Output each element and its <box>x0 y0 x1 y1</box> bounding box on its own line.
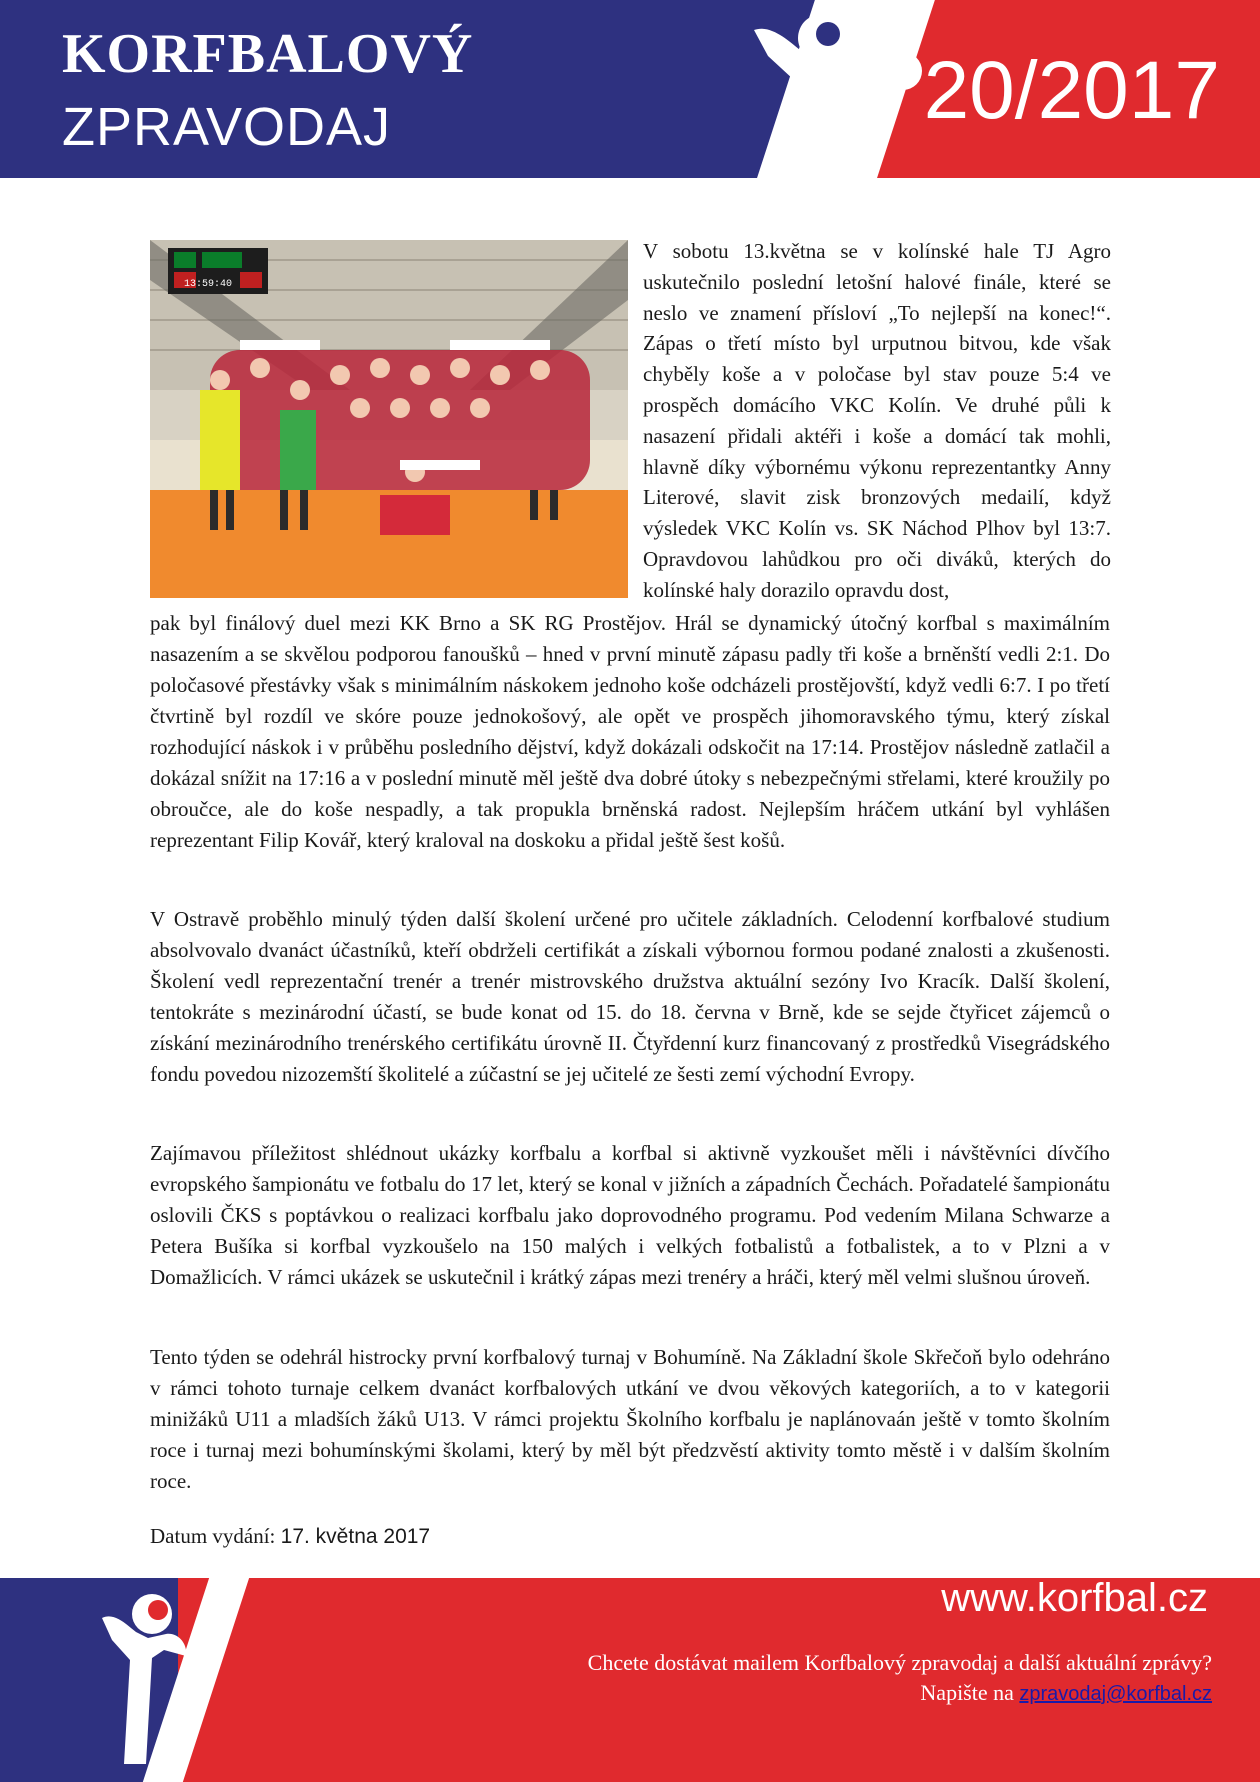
article-paragraph-1: pak byl finálový duel mezi KK Brno a SK RG Prostějov. Hrál se dynamický útočný korfbal s maximálním nasazením a se skvělou podporou fanoušků – hned v první minutě zápasu padly tři koše a brněnští vedli 2:1. Do poločasové přestávky však s minimálním náskokem jednoho koše odcházeli prostějovští, když vedli 6:7. I po třetí čtvrtině byl rozdíl ve skóre pouze jednokošový, ale opět ve prospěch jihomoravského týmu, který získal rozhodující náskok i v průběhu posledního dějství, když dokázali odskočit na 17:14. Prostějov následně zatlačil a dokázal snížit na 17:16 a v poslední minutě měl ještě dva dobré útoky s nebezpečnými střelami, které kroužily po obroučce, ale do koše nespadly, a tak propukla brněnská radost. Nejlepším hráčem utkání byl vyhlášen reprezentant Filip Kovář, který kraloval na doskoku a přidal ještě šest košů. <box>150 611 1110 852</box>
footer-korfball-player-logo-icon <box>96 1584 216 1780</box>
newsletter-title: KORFBALOVÝ <box>62 23 474 85</box>
article-paragraph-4: Tento týden se odehrál histrocky první korfbalový turnaj v Bohumíně. Na Základní škole Skřečoň bylo odehráno v rámci tohoto turnaje celkem dvanáct korfbalových utkání ve dvou věkových kategoriích, a to v kategorii minižáků U11 a mladších žáků U13. V rámci projektu Školního korfbalu je naplánovaán ještě v tomto školním roce i turnaj mezi bohumínskými školami, který by měl být předzvěstí aktivity tomto městě i v dalším školním roce. <box>150 1345 1110 1493</box>
team-photo <box>150 240 628 598</box>
korfball-player-logo-icon <box>740 4 880 176</box>
issue-number: 20/2017 <box>923 45 1220 136</box>
intro-paragraph: V sobotu 13.května se v kolínské hale TJ Agro uskutečnilo poslední letošní halové finále, které se neslo ve znamení přísloví „To nejlepší na konec!“. Zápas o třetí místo byl urputnou bitvou, kde však chyběly koše a v poločase byl stav pouze 5:4 ve prospěch domácího VKC Kolín. Ve druhé půli k nasazení přidali aktéři i koše a domácí tak mohli, hlavně díky výbornému výkonu reprezentantky Anny Literové, slavit zisk bronzových medailí, když výsledek VKC Kolín vs. SK Náchod Plhov byl 13:7. Opravdovou lahůdkou pro oči diváků, kterých do kolínské haly dorazilo opravdu dost, <box>643 239 1111 602</box>
header-banner <box>0 0 1260 178</box>
date-value: 17. května 2017 <box>280 1525 431 1548</box>
date-label: Datum vydání: <box>150 1524 276 1548</box>
subscribe-callout <box>588 1648 1212 1709</box>
website-link[interactable]: www.korfbal.cz <box>941 1576 1208 1620</box>
article-paragraph-3: Zajímavou příležitost shlédnout ukázky korfbalu a korfbal si aktivně vyzkoušet měli i návštěvníci dívčího evropského šampionátu ve fotbalu do 17 let, který se konal v jižních a západních Čechách. Pořadatelé šampionátu oslovili ČKS s poptávkou o realizaci korfbalu jako doprovodného programu. Pod vedením Milana Schwarze a Petera Bušíka si korfbal vyzkoušelo na 150 malých i velkých fotbalistů a fotbalistek, a to v Plzni a v Domažlicích. V rámci ukázek se uskutečnil i krátký zápas mezi trenéry a hráči, který měl velmi slušnou úroveň. <box>150 1141 1110 1289</box>
article-paragraph-2: V Ostravě proběhlo minulý týden další školení určené pro učitele základních. Celodenní korfbalové studium absolvovalo dvanáct účastníků, kteří obdrželi certifikát a získali výbornou formou podané znalosti a zkušenosti. Školení vedl reprezentační trenér a trenér mistrovského družstva aktuální sezóny Ivo Kracík. Další školení, tentokráte s mezinárodní účastí, se bude konat od 15. do 18. června v Brně, kde se sejde čtyřicet zájemců o získání mezinárodního trenérského certifikátu úrovně II. Čtyřdenní kurz financovaný z prostředků Visegrádského fondu povedou nizozemští školitelé a zúčastní se jej učitelé ze šesti zemí východní Evropy. <box>150 907 1110 1086</box>
publication-date <box>150 1524 430 1549</box>
newsletter-subtitle: ZPRAVODAJ <box>62 97 392 157</box>
ball-icon <box>880 48 926 94</box>
write-to-label: Napište na <box>920 1680 1014 1705</box>
subscribe-text: Chcete dostávat mailem Korfbalový zpravodaj a další aktuální zprávy? <box>587 1650 1212 1675</box>
email-link[interactable]: zpravodaj@korfbal.cz <box>1019 1683 1212 1705</box>
scoreboard-time: 13:59:40 <box>184 279 233 290</box>
subscribe-contact-line <box>588 1678 1212 1709</box>
